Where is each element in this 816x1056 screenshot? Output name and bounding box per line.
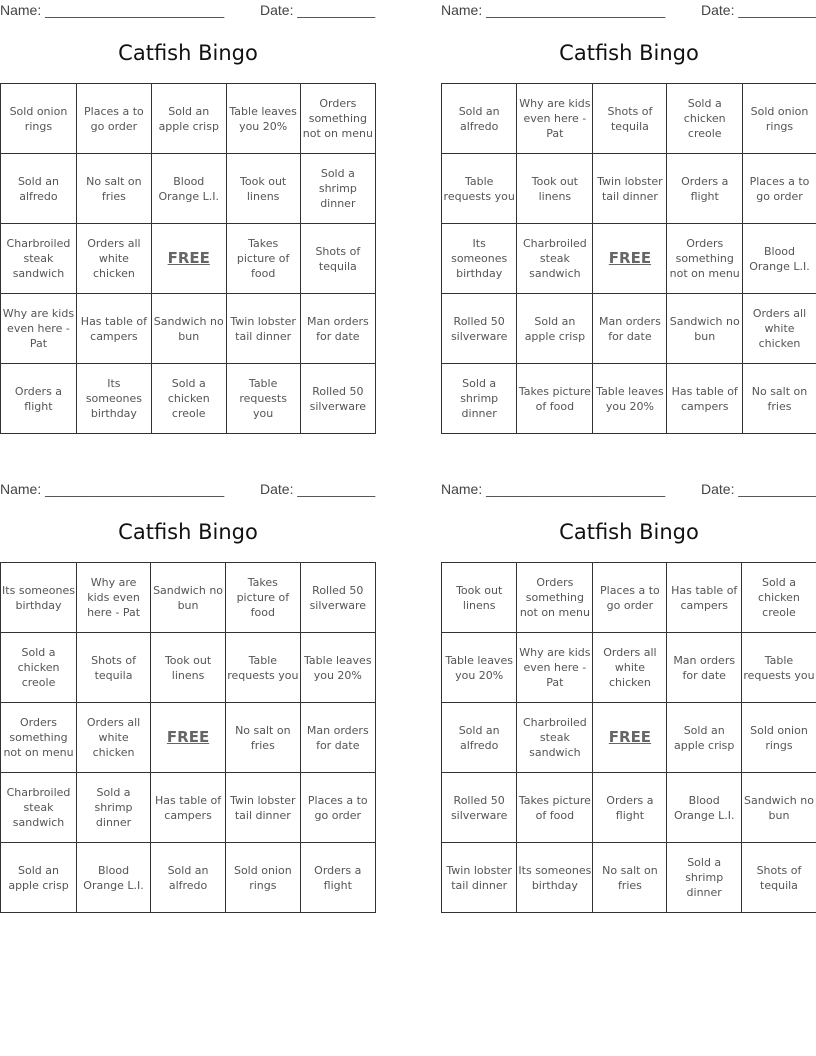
- date-field-label: Date: __________: [260, 481, 376, 497]
- bingo-cell: Charbroiled steak sandwich: [1, 773, 77, 843]
- bingo-cell: Took out linens: [442, 563, 517, 633]
- bingo-cell: Places a to go order: [76, 84, 151, 154]
- bingo-row: [1, 364, 376, 434]
- bingo-cell: Took out linens: [517, 154, 593, 224]
- bingo-row: [1, 154, 376, 224]
- bingo-cell: Rolled 50 silverware: [300, 364, 375, 434]
- bingo-cell: Table leaves you 20%: [300, 633, 375, 703]
- bingo-cell: Charbroiled steak sandwich: [517, 703, 593, 773]
- bingo-cell: Rolled 50 silverware: [300, 563, 375, 633]
- bingo-cell: Twin lobster tail dinner: [226, 773, 301, 843]
- bingo-cell: Took out linens: [151, 633, 226, 703]
- bingo-cell: Takes picture of food: [226, 224, 300, 294]
- card-header: [441, 479, 816, 501]
- bingo-cell: Twin lobster tail dinner: [442, 843, 517, 913]
- bingo-cell: Sold a shrimp dinner: [442, 364, 517, 434]
- bingo-row: [442, 84, 816, 154]
- date-field-label: Date: __________: [701, 2, 816, 18]
- bingo-cell: No salt on fries: [742, 364, 816, 434]
- bingo-cell: Twin lobster tail dinner: [593, 154, 667, 224]
- bingo-cell: Sold an alfredo: [442, 84, 517, 154]
- bingo-cell: Sold onion rings: [1, 84, 77, 154]
- bingo-cell: Shots of tequila: [593, 84, 667, 154]
- bingo-cell: Orders something not on menu: [1, 703, 77, 773]
- bingo-cell: Blood Orange L.I.: [667, 773, 742, 843]
- bingo-cell: Shots of tequila: [300, 224, 375, 294]
- bingo-cell: Table requests you: [226, 364, 300, 434]
- bingo-row: [1, 294, 376, 364]
- bingo-cell: Sold an apple crisp: [1, 843, 77, 913]
- bingo-row: [442, 154, 816, 224]
- free-space-cell: FREE: [593, 703, 667, 773]
- bingo-cell: Orders a flight: [1, 364, 77, 434]
- bingo-row: [442, 364, 816, 434]
- bingo-cell: Took out linens: [226, 154, 300, 224]
- bingo-row: [1, 563, 376, 633]
- bingo-cell: Orders all white chicken: [77, 703, 151, 773]
- bingo-cell: Takes picture of food: [517, 773, 593, 843]
- card-title: Catfish Bingo: [559, 41, 699, 65]
- bingo-cell: Its someones birthday: [76, 364, 151, 434]
- bingo-cell: Charbroiled steak sandwich: [1, 224, 77, 294]
- bingo-cell: Orders all white chicken: [593, 633, 667, 703]
- bingo-cell: Charbroiled steak sandwich: [517, 224, 593, 294]
- card-header: [441, 0, 816, 22]
- free-space-cell: FREE: [593, 224, 667, 294]
- bingo-cell: Sold a chicken creole: [1, 633, 77, 703]
- bingo-cell: No salt on fries: [593, 843, 667, 913]
- bingo-cell: Man orders for date: [593, 294, 667, 364]
- free-space-cell: FREE: [151, 703, 226, 773]
- bingo-cell: Sold a shrimp dinner: [77, 773, 151, 843]
- bingo-cell: Twin lobster tail dinner: [226, 294, 300, 364]
- bingo-cell: Man orders for date: [300, 294, 375, 364]
- card-header: [0, 0, 376, 22]
- bingo-cell: Orders a flight: [300, 843, 375, 913]
- bingo-cell: Sold an alfredo: [442, 703, 517, 773]
- bingo-cell: Takes picture of food: [226, 563, 301, 633]
- bingo-cell: No salt on fries: [226, 703, 301, 773]
- bingo-grid: [0, 562, 376, 913]
- bingo-cell: Why are kids even here - Pat: [1, 294, 77, 364]
- bingo-cell: Sold an alfredo: [151, 843, 226, 913]
- bingo-row: [442, 224, 816, 294]
- bingo-cell: Sandwich no bun: [151, 294, 226, 364]
- bingo-cell: Sold an apple crisp: [667, 703, 742, 773]
- bingo-cell: Its someones birthday: [517, 843, 593, 913]
- bingo-cell: Sold onion rings: [741, 703, 816, 773]
- bingo-cell: Orders all white chicken: [742, 294, 816, 364]
- bingo-grid: [0, 83, 376, 434]
- bingo-cell: Why are kids even here - Pat: [517, 84, 593, 154]
- bingo-cell: Sold a chicken creole: [741, 563, 816, 633]
- date-field-label: Date: __________: [260, 2, 376, 18]
- bingo-row: [1, 843, 376, 913]
- bingo-cell: Shots of tequila: [77, 633, 151, 703]
- bingo-cell: Has table of campers: [667, 563, 742, 633]
- bingo-cell: Orders a flight: [667, 154, 743, 224]
- card-header: [0, 479, 376, 501]
- bingo-grid: [441, 562, 816, 913]
- bingo-cell: Sold a shrimp dinner: [300, 154, 375, 224]
- bingo-cell: Table leaves you 20%: [226, 84, 300, 154]
- bingo-cell: Table requests you: [226, 633, 301, 703]
- bingo-row: [442, 294, 816, 364]
- bingo-cell: Sold onion rings: [226, 843, 301, 913]
- bingo-cell: Sandwich no bun: [667, 294, 743, 364]
- bingo-cell: Orders something not on menu: [517, 563, 593, 633]
- card-title: Catfish Bingo: [118, 41, 258, 65]
- card-title: Catfish Bingo: [118, 520, 258, 544]
- bingo-row: [1, 84, 376, 154]
- bingo-row: [442, 563, 816, 633]
- bingo-cell: Places a to go order: [593, 563, 667, 633]
- bingo-row: [442, 703, 816, 773]
- card-title: Catfish Bingo: [559, 520, 699, 544]
- bingo-cell: Orders something not on menu: [300, 84, 375, 154]
- bingo-cell: Has table of campers: [151, 773, 226, 843]
- name-field-label: Name: _______________________: [441, 2, 666, 18]
- free-space-cell: FREE: [151, 224, 226, 294]
- bingo-cell: Blood Orange L.I.: [77, 843, 151, 913]
- bingo-cell: Its someones birthday: [1, 563, 77, 633]
- bingo-cell: Places a to go order: [300, 773, 375, 843]
- bingo-cell: Orders something not on menu: [667, 224, 743, 294]
- bingo-cell: Man orders for date: [667, 633, 742, 703]
- bingo-cell: Sandwich no bun: [741, 773, 816, 843]
- bingo-cell: Table requests you: [741, 633, 816, 703]
- name-field-label: Name: _______________________: [0, 481, 225, 497]
- bingo-cell: Table leaves you 20%: [593, 364, 667, 434]
- bingo-card-1: [0, 0, 376, 440]
- bingo-cell: Sold a chicken creole: [667, 84, 743, 154]
- bingo-card-2: [441, 0, 816, 440]
- bingo-row: [442, 633, 816, 703]
- bingo-cell: Rolled 50 silverware: [442, 773, 517, 843]
- bingo-row: [1, 224, 376, 294]
- date-field-label: Date: __________: [701, 481, 816, 497]
- bingo-cell: Sold onion rings: [742, 84, 816, 154]
- bingo-row: [1, 773, 376, 843]
- bingo-cell: Has table of campers: [76, 294, 151, 364]
- bingo-cell: Shots of tequila: [741, 843, 816, 913]
- bingo-cell: Places a to go order: [742, 154, 816, 224]
- bingo-row: [1, 633, 376, 703]
- bingo-cell: Takes picture of food: [517, 364, 593, 434]
- bingo-row: [442, 843, 816, 913]
- bingo-cell: Blood Orange L.I.: [151, 154, 226, 224]
- bingo-grid: [441, 83, 816, 434]
- bingo-cell: No salt on fries: [76, 154, 151, 224]
- bingo-row: [1, 703, 376, 773]
- bingo-cell: Why are kids even here - Pat: [77, 563, 151, 633]
- bingo-cell: Sold a shrimp dinner: [667, 843, 742, 913]
- bingo-cell: Man orders for date: [300, 703, 375, 773]
- bingo-cell: Sold an alfredo: [1, 154, 77, 224]
- bingo-card-4: [441, 479, 816, 919]
- bingo-cell: Why are kids even here - Pat: [517, 633, 593, 703]
- bingo-cell: Table leaves you 20%: [442, 633, 517, 703]
- bingo-cell: Blood Orange L.I.: [742, 224, 816, 294]
- bingo-row: [442, 773, 816, 843]
- bingo-cell: Sold an apple crisp: [151, 84, 226, 154]
- bingo-cell: Orders a flight: [593, 773, 667, 843]
- bingo-cell: Sold a chicken creole: [151, 364, 226, 434]
- bingo-cell: Rolled 50 silverware: [442, 294, 517, 364]
- name-field-label: Name: _______________________: [441, 481, 666, 497]
- bingo-cell: Has table of campers: [667, 364, 743, 434]
- bingo-cell: Orders all white chicken: [76, 224, 151, 294]
- bingo-card-3: [0, 479, 376, 919]
- bingo-cell: Its someones birthday: [442, 224, 517, 294]
- bingo-cell: Table requests you: [442, 154, 517, 224]
- bingo-cell: Sandwich no bun: [151, 563, 226, 633]
- bingo-cell: Sold an apple crisp: [517, 294, 593, 364]
- name-field-label: Name: _______________________: [0, 2, 225, 18]
